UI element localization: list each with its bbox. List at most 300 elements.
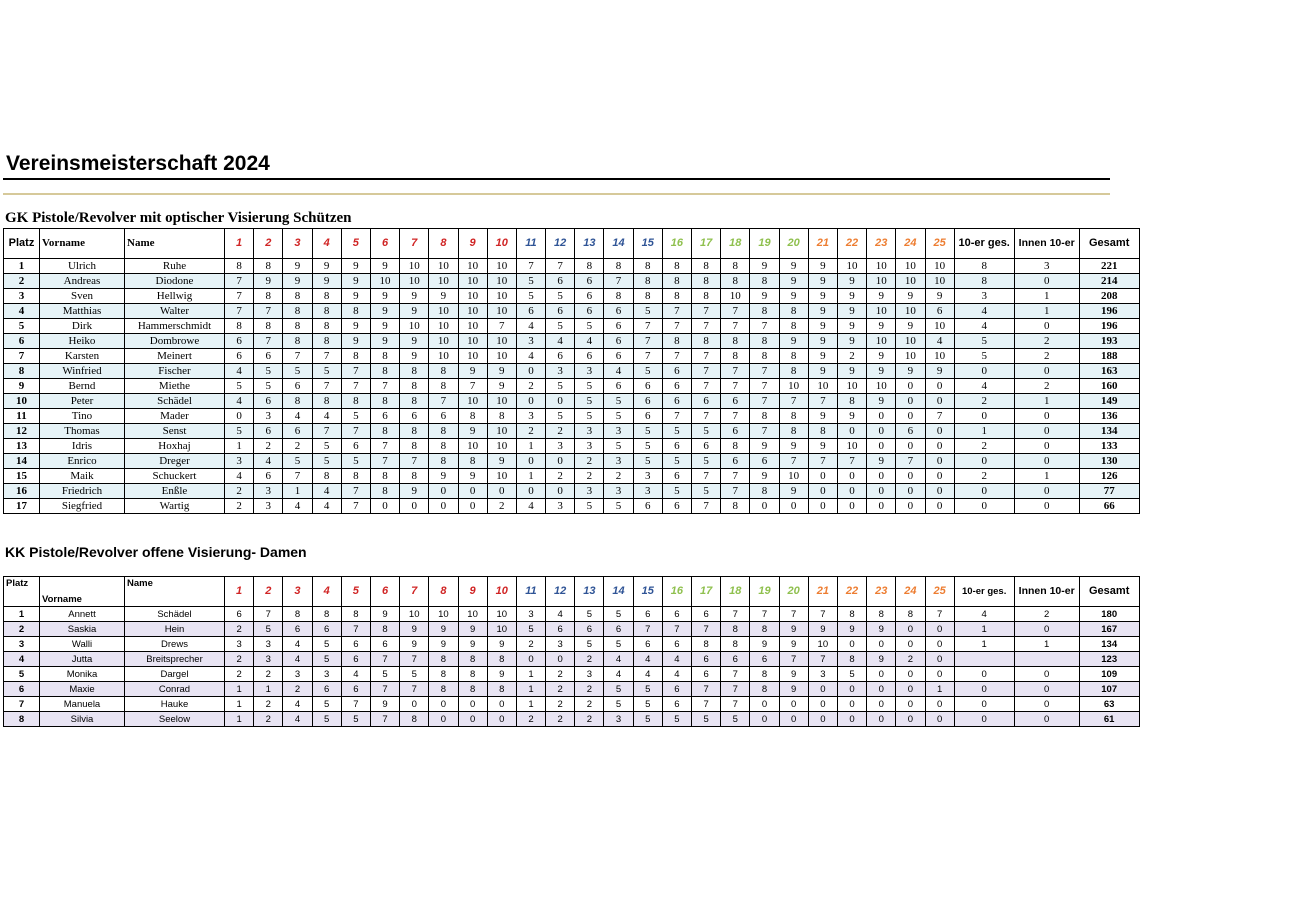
row-vorname: Silvia bbox=[40, 712, 125, 727]
row-score-15: 5 bbox=[633, 712, 662, 727]
row-score-5: 5 bbox=[341, 712, 370, 727]
row-score-5: 5 bbox=[341, 454, 370, 469]
row-score-24: 0 bbox=[896, 712, 925, 727]
row-score-21: 10 bbox=[808, 379, 837, 394]
row-score-3: 1 bbox=[283, 484, 312, 499]
row-score-8: 10 bbox=[429, 334, 458, 349]
row-score-11: 1 bbox=[516, 667, 545, 682]
header-round-9: 9 bbox=[458, 229, 487, 259]
header-round-10: 10 bbox=[487, 577, 516, 607]
row-score-1: 1 bbox=[225, 712, 254, 727]
row-score-8: 10 bbox=[429, 274, 458, 289]
row-score-17: 6 bbox=[692, 439, 721, 454]
row-score-7: 10 bbox=[400, 607, 429, 622]
table-row bbox=[4, 499, 1140, 514]
row-score-15: 5 bbox=[633, 682, 662, 697]
row-score-14: 3 bbox=[604, 424, 633, 439]
row-score-18: 8 bbox=[721, 259, 750, 274]
row-score-14: 5 bbox=[604, 439, 633, 454]
header-round-6: 6 bbox=[370, 229, 399, 259]
row-platz: 6 bbox=[4, 682, 40, 697]
row-score-11: 6 bbox=[516, 304, 545, 319]
row-score-8: 8 bbox=[429, 454, 458, 469]
row-score-1: 6 bbox=[225, 349, 254, 364]
row-score-17: 8 bbox=[692, 334, 721, 349]
row-score-25: 4 bbox=[925, 334, 954, 349]
row-score-25: 0 bbox=[925, 484, 954, 499]
row-score-7: 8 bbox=[400, 439, 429, 454]
row-score-4: 7 bbox=[312, 379, 341, 394]
row-score-22: 0 bbox=[837, 424, 866, 439]
row-score-1: 2 bbox=[225, 667, 254, 682]
row-score-4: 9 bbox=[312, 274, 341, 289]
row-score-25: 10 bbox=[925, 319, 954, 334]
row-score-9: 8 bbox=[458, 667, 487, 682]
row-score-13: 3 bbox=[575, 439, 604, 454]
row-score-23: 0 bbox=[867, 697, 896, 712]
row-score-13: 2 bbox=[575, 682, 604, 697]
row-score-13: 6 bbox=[575, 304, 604, 319]
row-score-14: 5 bbox=[604, 394, 633, 409]
row-score-13: 5 bbox=[575, 379, 604, 394]
row-score-20: 9 bbox=[779, 334, 808, 349]
row-score-6: 9 bbox=[370, 697, 399, 712]
row-score-21: 0 bbox=[808, 499, 837, 514]
row-score-20: 9 bbox=[779, 682, 808, 697]
row-score-16: 7 bbox=[662, 622, 691, 637]
row-score-3: 5 bbox=[283, 364, 312, 379]
row-score-10: 9 bbox=[487, 637, 516, 652]
row-score-12: 0 bbox=[546, 652, 575, 667]
table-row bbox=[4, 364, 1140, 379]
row-inner-tens: 0 bbox=[1014, 712, 1079, 727]
row-score-11: 2 bbox=[516, 712, 545, 727]
row-total: 133 bbox=[1079, 439, 1139, 454]
row-score-4: 5 bbox=[312, 637, 341, 652]
row-platz: 17 bbox=[4, 499, 40, 514]
row-score-15: 5 bbox=[633, 304, 662, 319]
row-score-13: 3 bbox=[575, 424, 604, 439]
header-round-5: 5 bbox=[341, 229, 370, 259]
row-score-14: 4 bbox=[604, 667, 633, 682]
row-score-7: 8 bbox=[400, 712, 429, 727]
row-vorname: Bernd bbox=[40, 379, 125, 394]
row-score-10: 10 bbox=[487, 622, 516, 637]
section-title-gk: GK Pistole/Revolver mit optischer Visierung Schützen bbox=[5, 210, 352, 226]
header-round-21: 21 bbox=[808, 229, 837, 259]
row-score-15: 6 bbox=[633, 394, 662, 409]
row-score-17: 7 bbox=[692, 364, 721, 379]
row-score-3: 2 bbox=[283, 439, 312, 454]
row-tens: 0 bbox=[954, 697, 1014, 712]
row-score-12: 6 bbox=[546, 304, 575, 319]
row-score-2: 3 bbox=[254, 652, 283, 667]
row-score-23: 0 bbox=[867, 682, 896, 697]
row-score-3: 4 bbox=[283, 652, 312, 667]
row-score-20: 7 bbox=[779, 607, 808, 622]
row-score-5: 8 bbox=[341, 349, 370, 364]
row-score-18: 7 bbox=[721, 469, 750, 484]
row-name: Dargel bbox=[125, 667, 225, 682]
row-score-6: 9 bbox=[370, 304, 399, 319]
row-name: Miethe bbox=[125, 379, 225, 394]
row-platz: 9 bbox=[4, 379, 40, 394]
row-score-20: 7 bbox=[779, 652, 808, 667]
row-vorname: Andreas bbox=[40, 274, 125, 289]
table-row bbox=[4, 439, 1140, 454]
row-score-7: 10 bbox=[400, 319, 429, 334]
header-inner-tens: Innen 10-er bbox=[1014, 229, 1079, 259]
results-table-gk bbox=[3, 228, 1140, 514]
row-score-20: 0 bbox=[779, 697, 808, 712]
row-score-18: 7 bbox=[721, 409, 750, 424]
row-score-21: 0 bbox=[808, 697, 837, 712]
table-row bbox=[4, 259, 1140, 274]
row-score-23: 9 bbox=[867, 394, 896, 409]
row-score-6: 8 bbox=[370, 424, 399, 439]
row-score-6: 8 bbox=[370, 349, 399, 364]
row-score-18: 8 bbox=[721, 349, 750, 364]
row-score-6: 8 bbox=[370, 469, 399, 484]
row-score-19: 8 bbox=[750, 349, 779, 364]
row-score-4: 6 bbox=[312, 622, 341, 637]
row-score-10: 10 bbox=[487, 439, 516, 454]
row-score-15: 5 bbox=[633, 424, 662, 439]
row-score-8: 7 bbox=[429, 394, 458, 409]
row-score-4: 9 bbox=[312, 259, 341, 274]
row-score-13: 5 bbox=[575, 319, 604, 334]
row-score-18: 8 bbox=[721, 334, 750, 349]
row-score-8: 8 bbox=[429, 364, 458, 379]
row-score-14: 6 bbox=[604, 319, 633, 334]
row-score-19: 7 bbox=[750, 319, 779, 334]
row-score-24: 0 bbox=[896, 499, 925, 514]
row-score-20: 9 bbox=[779, 274, 808, 289]
row-score-16: 5 bbox=[662, 454, 691, 469]
header-round-20: 20 bbox=[779, 229, 808, 259]
row-score-12: 2 bbox=[546, 667, 575, 682]
row-score-24: 9 bbox=[896, 364, 925, 379]
row-score-22: 9 bbox=[837, 289, 866, 304]
row-platz: 3 bbox=[4, 637, 40, 652]
row-score-3: 6 bbox=[283, 379, 312, 394]
row-score-17: 7 bbox=[692, 409, 721, 424]
row-score-25: 0 bbox=[925, 622, 954, 637]
row-score-7: 7 bbox=[400, 652, 429, 667]
row-score-20: 8 bbox=[779, 319, 808, 334]
row-score-1: 8 bbox=[225, 319, 254, 334]
row-score-20: 8 bbox=[779, 424, 808, 439]
row-score-14: 8 bbox=[604, 289, 633, 304]
row-score-23: 0 bbox=[867, 667, 896, 682]
row-tens: 3 bbox=[954, 289, 1014, 304]
row-tens: 5 bbox=[954, 334, 1014, 349]
row-score-19: 8 bbox=[750, 682, 779, 697]
row-score-16: 6 bbox=[662, 439, 691, 454]
row-inner-tens: 2 bbox=[1014, 349, 1079, 364]
row-score-13: 3 bbox=[575, 364, 604, 379]
row-score-23: 0 bbox=[867, 637, 896, 652]
row-score-23: 0 bbox=[867, 424, 896, 439]
row-score-24: 0 bbox=[896, 394, 925, 409]
row-score-23: 0 bbox=[867, 469, 896, 484]
row-score-8: 10 bbox=[429, 319, 458, 334]
row-score-1: 5 bbox=[225, 424, 254, 439]
row-score-16: 7 bbox=[662, 409, 691, 424]
row-score-22: 8 bbox=[837, 607, 866, 622]
header-round-24: 24 bbox=[896, 577, 925, 607]
row-inner-tens: 1 bbox=[1014, 637, 1079, 652]
row-name: Schädel bbox=[125, 394, 225, 409]
row-score-5: 7 bbox=[341, 697, 370, 712]
row-vorname: Dirk bbox=[40, 319, 125, 334]
header-name: Name bbox=[125, 229, 225, 259]
row-score-24: 0 bbox=[896, 379, 925, 394]
row-score-24: 10 bbox=[896, 349, 925, 364]
row-score-17: 7 bbox=[692, 682, 721, 697]
row-score-11: 4 bbox=[516, 319, 545, 334]
row-score-11: 1 bbox=[516, 439, 545, 454]
row-score-4: 4 bbox=[312, 409, 341, 424]
table-row bbox=[4, 409, 1140, 424]
row-score-16: 7 bbox=[662, 349, 691, 364]
row-score-17: 7 bbox=[692, 622, 721, 637]
row-score-3: 5 bbox=[283, 454, 312, 469]
row-score-24: 10 bbox=[896, 274, 925, 289]
row-score-13: 2 bbox=[575, 469, 604, 484]
row-score-25: 0 bbox=[925, 697, 954, 712]
row-score-6: 7 bbox=[370, 712, 399, 727]
row-score-15: 6 bbox=[633, 379, 662, 394]
row-name: Diodone bbox=[125, 274, 225, 289]
header-round-21: 21 bbox=[808, 577, 837, 607]
row-inner-tens: 0 bbox=[1014, 484, 1079, 499]
row-score-16: 7 bbox=[662, 319, 691, 334]
row-score-1: 7 bbox=[225, 304, 254, 319]
row-score-23: 0 bbox=[867, 712, 896, 727]
row-score-6: 8 bbox=[370, 364, 399, 379]
row-score-14: 3 bbox=[604, 454, 633, 469]
row-score-1: 1 bbox=[225, 697, 254, 712]
row-score-13: 8 bbox=[575, 259, 604, 274]
header-round-14: 14 bbox=[604, 229, 633, 259]
row-platz: 10 bbox=[4, 394, 40, 409]
row-score-23: 9 bbox=[867, 289, 896, 304]
header-round-25: 25 bbox=[925, 577, 954, 607]
row-score-17: 6 bbox=[692, 667, 721, 682]
row-total: 136 bbox=[1079, 409, 1139, 424]
row-score-25: 0 bbox=[925, 379, 954, 394]
header-platz: Platz bbox=[4, 577, 40, 607]
row-score-16: 5 bbox=[662, 424, 691, 439]
row-score-14: 5 bbox=[604, 499, 633, 514]
row-score-23: 0 bbox=[867, 499, 896, 514]
row-score-25: 0 bbox=[925, 637, 954, 652]
row-score-7: 8 bbox=[400, 424, 429, 439]
table-row bbox=[4, 334, 1140, 349]
row-score-25: 0 bbox=[925, 667, 954, 682]
row-score-21: 3 bbox=[808, 667, 837, 682]
table-row bbox=[4, 289, 1140, 304]
row-score-3: 8 bbox=[283, 607, 312, 622]
row-score-21: 9 bbox=[808, 409, 837, 424]
row-score-17: 5 bbox=[692, 484, 721, 499]
row-platz: 1 bbox=[4, 259, 40, 274]
row-score-12: 6 bbox=[546, 349, 575, 364]
row-score-5: 7 bbox=[341, 484, 370, 499]
header-round-25: 25 bbox=[925, 229, 954, 259]
row-score-16: 6 bbox=[662, 364, 691, 379]
row-score-24: 0 bbox=[896, 667, 925, 682]
row-score-1: 4 bbox=[225, 469, 254, 484]
row-score-20: 10 bbox=[779, 469, 808, 484]
row-score-8: 10 bbox=[429, 349, 458, 364]
row-score-8: 9 bbox=[429, 622, 458, 637]
row-score-13: 2 bbox=[575, 652, 604, 667]
row-score-21: 7 bbox=[808, 394, 837, 409]
row-vorname: Heiko bbox=[40, 334, 125, 349]
row-score-1: 2 bbox=[225, 622, 254, 637]
row-tens: 0 bbox=[954, 409, 1014, 424]
row-score-19: 9 bbox=[750, 469, 779, 484]
row-inner-tens: 1 bbox=[1014, 394, 1079, 409]
row-score-17: 7 bbox=[692, 319, 721, 334]
row-score-9: 0 bbox=[458, 712, 487, 727]
row-name: Hoxhaj bbox=[125, 439, 225, 454]
row-score-25: 1 bbox=[925, 682, 954, 697]
row-score-5: 6 bbox=[341, 637, 370, 652]
row-score-9: 8 bbox=[458, 454, 487, 469]
row-score-3: 8 bbox=[283, 289, 312, 304]
row-score-18: 8 bbox=[721, 637, 750, 652]
row-score-4: 7 bbox=[312, 424, 341, 439]
row-score-3: 8 bbox=[283, 304, 312, 319]
row-score-1: 7 bbox=[225, 289, 254, 304]
table-row bbox=[4, 424, 1140, 439]
table-row bbox=[4, 454, 1140, 469]
row-score-4: 8 bbox=[312, 304, 341, 319]
row-score-9: 10 bbox=[458, 319, 487, 334]
row-score-4: 5 bbox=[312, 439, 341, 454]
row-score-12: 5 bbox=[546, 289, 575, 304]
header-round-22: 22 bbox=[837, 577, 866, 607]
row-score-20: 0 bbox=[779, 499, 808, 514]
row-score-7: 10 bbox=[400, 259, 429, 274]
row-score-2: 2 bbox=[254, 697, 283, 712]
row-score-11: 2 bbox=[516, 637, 545, 652]
row-score-8: 0 bbox=[429, 712, 458, 727]
row-score-4: 8 bbox=[312, 394, 341, 409]
row-vorname: Idris bbox=[40, 439, 125, 454]
row-vorname: Thomas bbox=[40, 424, 125, 439]
row-score-9: 10 bbox=[458, 274, 487, 289]
row-score-1: 7 bbox=[225, 274, 254, 289]
row-score-2: 1 bbox=[254, 682, 283, 697]
row-score-20: 9 bbox=[779, 637, 808, 652]
row-score-19: 8 bbox=[750, 667, 779, 682]
row-inner-tens: 0 bbox=[1014, 499, 1079, 514]
row-score-24: 6 bbox=[896, 424, 925, 439]
row-score-18: 7 bbox=[721, 682, 750, 697]
row-score-7: 10 bbox=[400, 274, 429, 289]
header-round-6: 6 bbox=[370, 577, 399, 607]
row-score-21: 9 bbox=[808, 274, 837, 289]
row-name: Hauke bbox=[125, 697, 225, 712]
row-name: Meinert bbox=[125, 349, 225, 364]
row-score-11: 1 bbox=[516, 682, 545, 697]
row-score-1: 5 bbox=[225, 379, 254, 394]
row-total: 109 bbox=[1079, 667, 1139, 682]
row-score-13: 2 bbox=[575, 697, 604, 712]
row-score-11: 3 bbox=[516, 409, 545, 424]
row-score-21: 9 bbox=[808, 259, 837, 274]
row-total: 196 bbox=[1079, 319, 1139, 334]
row-score-4: 5 bbox=[312, 652, 341, 667]
row-score-7: 9 bbox=[400, 304, 429, 319]
row-score-2: 3 bbox=[254, 484, 283, 499]
row-score-15: 6 bbox=[633, 499, 662, 514]
row-score-21: 7 bbox=[808, 607, 837, 622]
header-round-8: 8 bbox=[429, 577, 458, 607]
row-score-18: 7 bbox=[721, 697, 750, 712]
row-score-24: 10 bbox=[896, 334, 925, 349]
row-score-11: 5 bbox=[516, 622, 545, 637]
row-score-24: 0 bbox=[896, 682, 925, 697]
row-score-11: 3 bbox=[516, 334, 545, 349]
row-score-10: 10 bbox=[487, 607, 516, 622]
row-score-14: 2 bbox=[604, 469, 633, 484]
row-score-25: 7 bbox=[925, 409, 954, 424]
row-score-19: 8 bbox=[750, 334, 779, 349]
row-score-16: 8 bbox=[662, 334, 691, 349]
row-score-23: 0 bbox=[867, 439, 896, 454]
row-score-12: 5 bbox=[546, 379, 575, 394]
row-score-11: 0 bbox=[516, 652, 545, 667]
row-score-21: 10 bbox=[808, 637, 837, 652]
row-score-2: 2 bbox=[254, 667, 283, 682]
row-score-13: 6 bbox=[575, 622, 604, 637]
header-round-14: 14 bbox=[604, 577, 633, 607]
row-score-2: 8 bbox=[254, 319, 283, 334]
row-score-23: 9 bbox=[867, 349, 896, 364]
row-vorname: Sven bbox=[40, 289, 125, 304]
row-vorname: Siegfried bbox=[40, 499, 125, 514]
row-score-18: 5 bbox=[721, 712, 750, 727]
row-score-2: 7 bbox=[254, 304, 283, 319]
table-row bbox=[4, 379, 1140, 394]
row-score-21: 8 bbox=[808, 424, 837, 439]
row-score-2: 9 bbox=[254, 274, 283, 289]
row-score-19: 9 bbox=[750, 439, 779, 454]
row-score-17: 6 bbox=[692, 652, 721, 667]
row-score-23: 8 bbox=[867, 607, 896, 622]
row-score-3: 8 bbox=[283, 394, 312, 409]
row-score-21: 7 bbox=[808, 652, 837, 667]
row-score-8: 6 bbox=[429, 409, 458, 424]
row-score-6: 6 bbox=[370, 637, 399, 652]
row-total: 123 bbox=[1079, 652, 1139, 667]
row-score-14: 5 bbox=[604, 682, 633, 697]
row-score-5: 7 bbox=[341, 379, 370, 394]
row-score-5: 7 bbox=[341, 424, 370, 439]
row-score-23: 10 bbox=[867, 259, 896, 274]
row-name: Senst bbox=[125, 424, 225, 439]
row-platz: 1 bbox=[4, 607, 40, 622]
row-score-6: 8 bbox=[370, 484, 399, 499]
row-score-10: 10 bbox=[487, 334, 516, 349]
row-score-15: 6 bbox=[633, 607, 662, 622]
row-score-16: 6 bbox=[662, 394, 691, 409]
